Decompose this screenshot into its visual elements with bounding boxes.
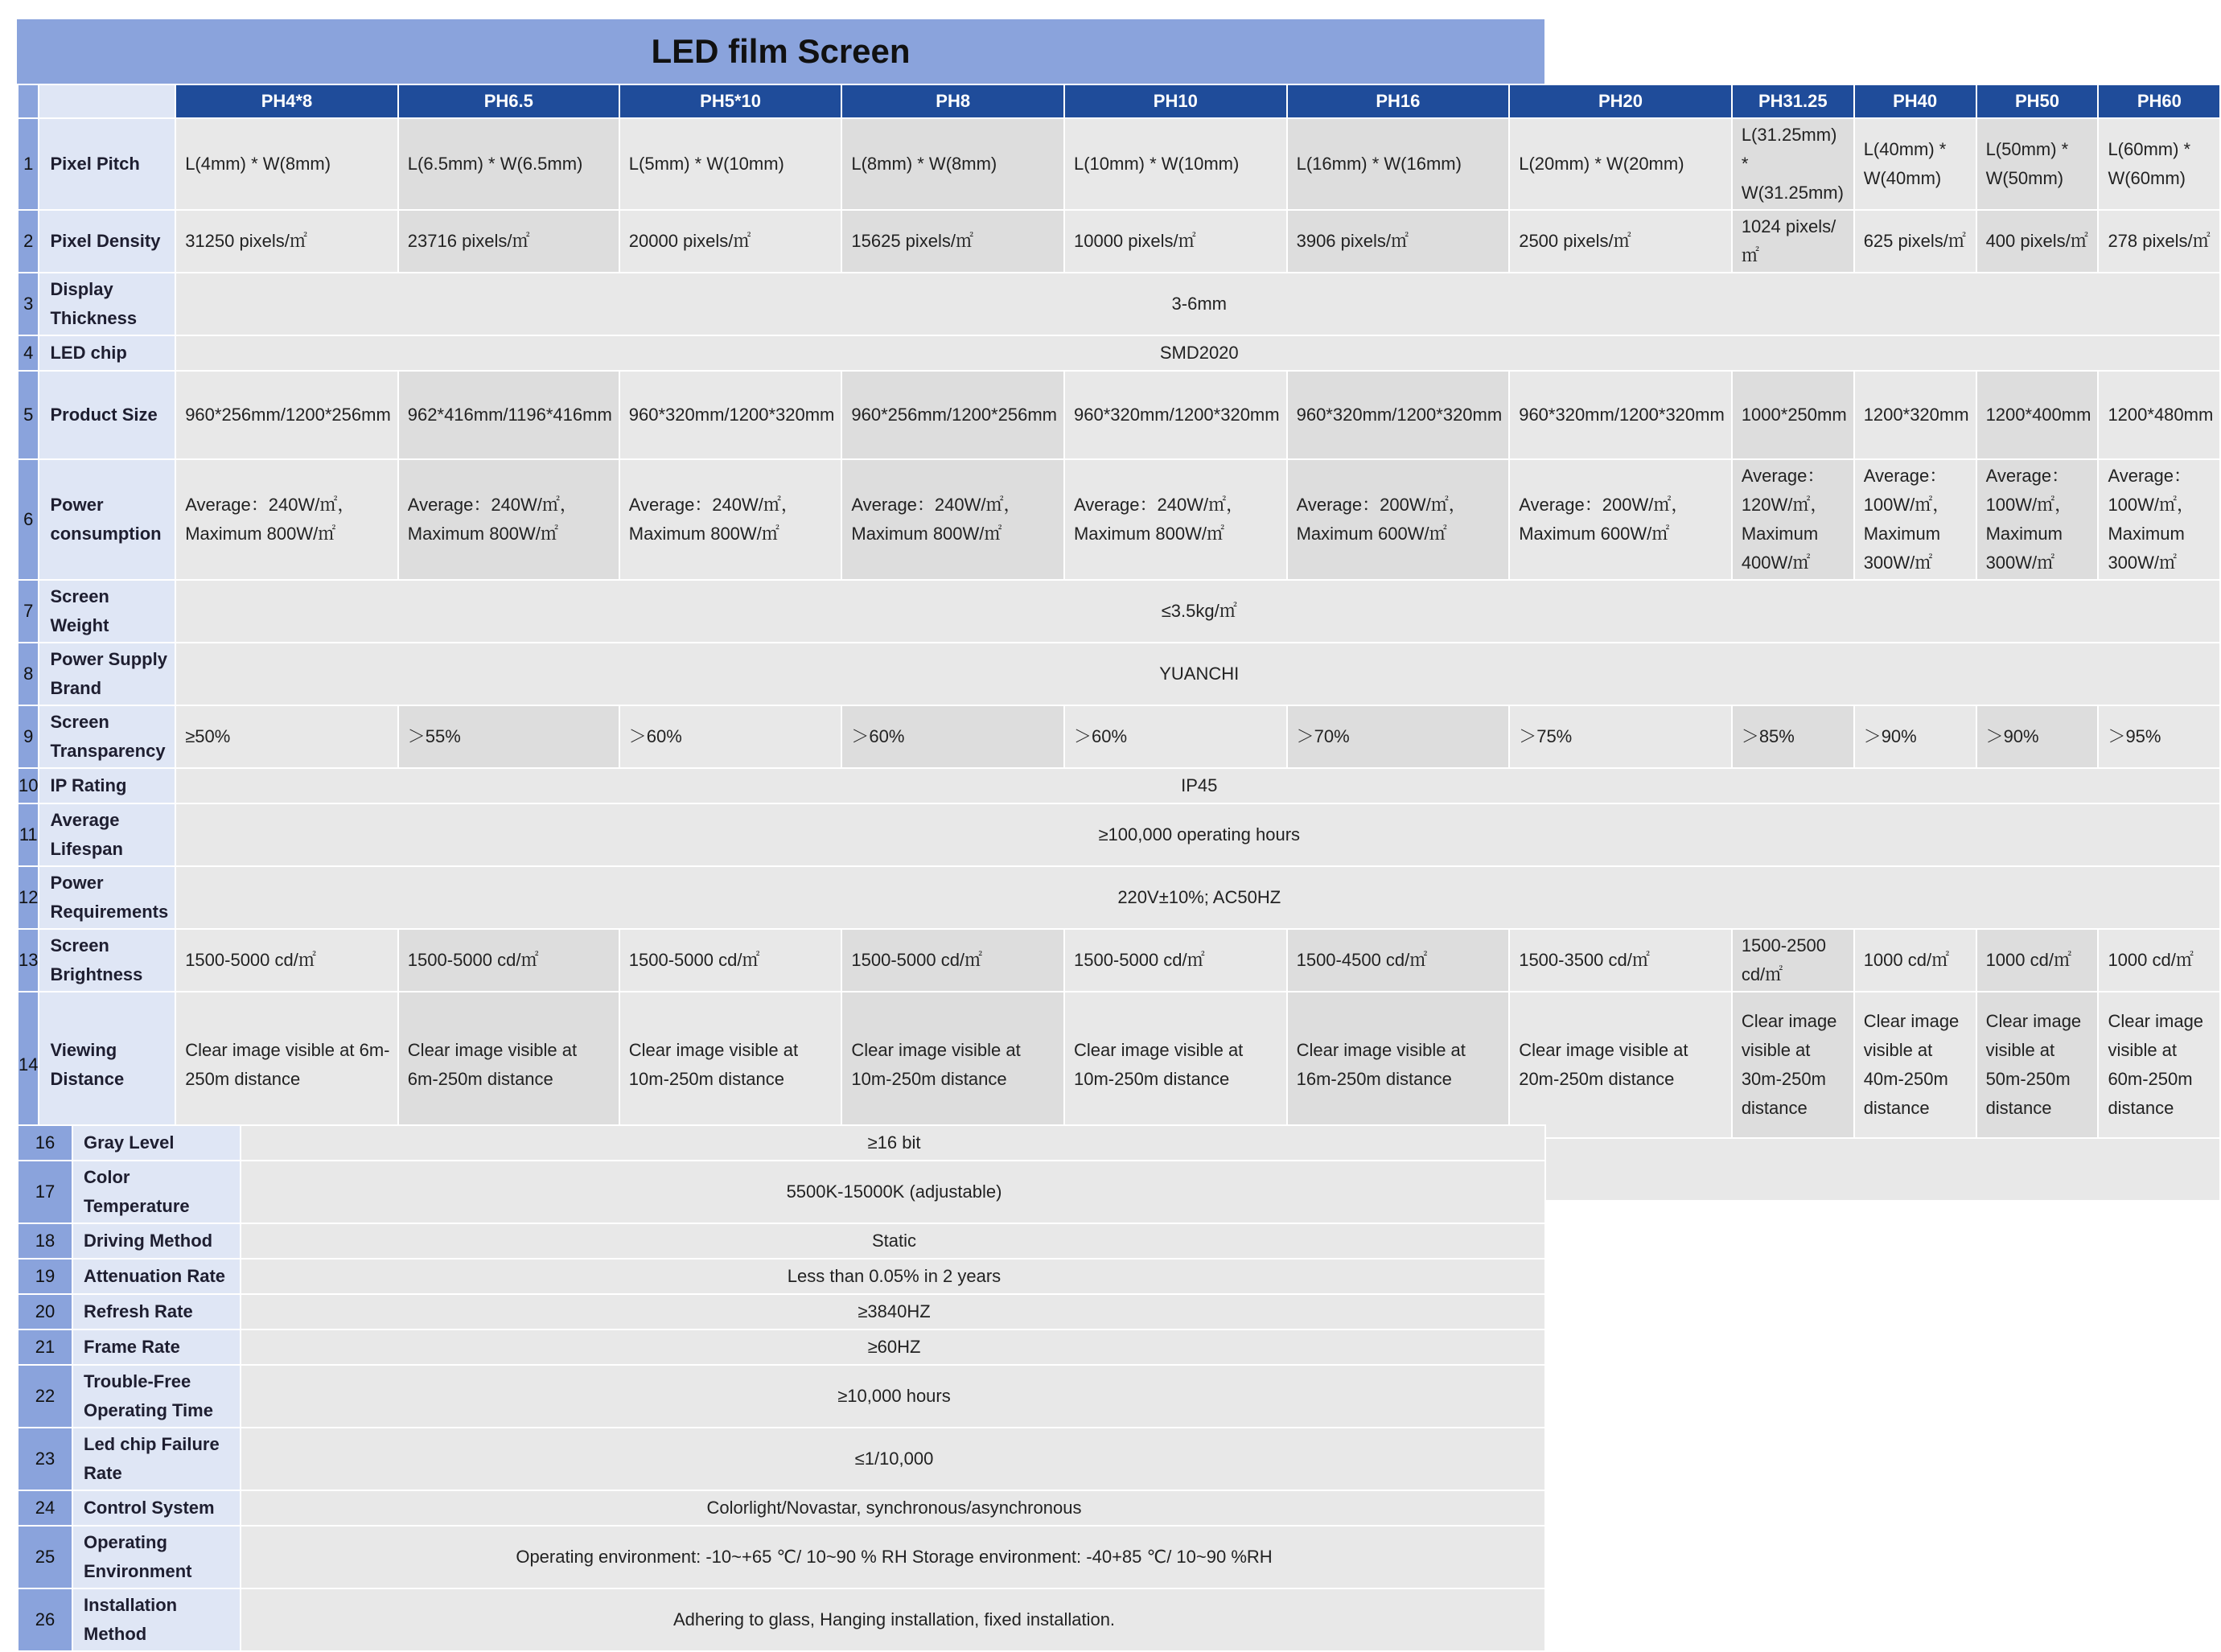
table-row [18, 1125, 1545, 1161]
spec-value: SMD2020 [175, 335, 2220, 371]
row-number: 1 [18, 118, 39, 210]
spec-value: 23716 pixels/㎡ [398, 210, 619, 273]
spec-value: 1500-3500 cd/㎡ [1509, 929, 1732, 992]
spec-value: Adhering to glass, Hanging installation, fixed installation. [241, 1588, 1545, 1651]
table-row [18, 273, 2220, 335]
table-row [18, 580, 2220, 643]
column-header: PH60 [2098, 84, 2220, 118]
spec-value: ＞90% [1854, 705, 1976, 768]
row-number: 5 [18, 371, 39, 459]
row-number: 9 [18, 705, 39, 768]
spec-value: 1200*480mm [2098, 371, 2220, 459]
column-header: PH40 [1854, 84, 1976, 118]
spec-value: Static [241, 1223, 1545, 1259]
spec-value: 960*320mm/1200*320mm [619, 371, 842, 459]
spec-value: 10000 pixels/㎡ [1064, 210, 1287, 273]
row-label: Attenuation Rate [72, 1259, 241, 1294]
header-corner-name [39, 84, 175, 118]
spec-value: 1500-5000 cd/㎡ [398, 929, 619, 992]
spec-value: 400 pixels/㎡ [1976, 210, 2099, 273]
row-number: 24 [18, 1490, 72, 1526]
spec-value: 625 pixels/㎡ [1854, 210, 1976, 273]
row-label: Gray Level [72, 1125, 241, 1161]
row-number: 12 [18, 866, 39, 929]
spec-value: ≤1/10,000 [241, 1428, 1545, 1490]
spec-value: ＞90% [1976, 705, 2099, 768]
row-label: Pixel Density [39, 210, 175, 273]
spec-value: 1500-5000 cd/㎡ [1064, 929, 1287, 992]
column-header: PH31.25 [1732, 84, 1854, 118]
spec-value: Average：200W/㎡，Maximum 600W/㎡ [1509, 459, 1732, 580]
table-row [18, 1365, 1545, 1428]
spec-value: L(4mm) * W(8mm) [175, 118, 398, 210]
table-row [18, 1428, 1545, 1490]
spec-value: 20000 pixels/㎡ [619, 210, 842, 273]
spec-value: 1500-5000 cd/㎡ [841, 929, 1064, 992]
spec-value: Average：240W/㎡，Maximum 800W/㎡ [1064, 459, 1287, 580]
spec-value: ≥3840HZ [241, 1294, 1545, 1329]
spec-value: L(5mm) * W(10mm) [619, 118, 842, 210]
column-header: PH50 [1976, 84, 2099, 118]
spec-value: Average：240W/㎡，Maximum 800W/㎡ [619, 459, 842, 580]
spec-value: 960*320mm/1200*320mm [1287, 371, 1510, 459]
spec-value: Clear image visible at 6m-250m distance [398, 992, 619, 1138]
row-label: Power Requirements [39, 866, 175, 929]
row-label: Driving Method [72, 1223, 241, 1259]
row-label: Product Size [39, 371, 175, 459]
table-row [18, 803, 2220, 866]
spec-value: IP45 [175, 768, 2220, 803]
table-row [18, 1490, 1545, 1526]
column-header: PH4*8 [175, 84, 398, 118]
spec-value: 1000*250mm [1732, 371, 1854, 459]
spec-value: Clear image visible at 50m-250m distance [1976, 992, 2099, 1138]
spec-value: ＞85% [1732, 705, 1854, 768]
spec-value: Clear image visible at 16m-250m distance [1287, 992, 1510, 1138]
row-label: Screen Transparency [39, 705, 175, 768]
row-number: 22 [18, 1365, 72, 1428]
spec-value: L(60mm) * W(60mm) [2098, 118, 2220, 210]
spec-value: 960*256mm/1200*256mm [841, 371, 1064, 459]
column-header: PH16 [1287, 84, 1510, 118]
table-row [18, 1161, 1545, 1223]
page-title: LED film Screen [17, 19, 1544, 85]
row-label: Color Temperature [72, 1161, 241, 1223]
table-row [18, 118, 2220, 210]
row-label: Frame Rate [72, 1329, 241, 1365]
table-row [18, 1223, 1545, 1259]
row-number: 11 [18, 803, 39, 866]
row-number: 23 [18, 1428, 72, 1490]
row-number: 18 [18, 1223, 72, 1259]
table-row [18, 1588, 1545, 1651]
row-label: Screen Weight [39, 580, 175, 643]
spec-value: 1500-5000 cd/㎡ [619, 929, 842, 992]
spec-value: 960*320mm/1200*320mm [1509, 371, 1732, 459]
row-label: Screen Brightness [39, 929, 175, 992]
spec-value: Average：100W/㎡，Maximum 300W/㎡ [2098, 459, 2220, 580]
spec-value: Clear image visible at 20m-250m distance [1509, 992, 1732, 1138]
table-row [18, 866, 2220, 929]
table-row [18, 929, 2220, 992]
row-label: Power Supply Brand [39, 643, 175, 705]
row-label: Trouble-Free Operating Time [72, 1365, 241, 1428]
spec-value: Average：240W/㎡，Maximum 800W/㎡ [398, 459, 619, 580]
spec-value: Clear image visible at 6m-250m distance [175, 992, 398, 1138]
spec-value: 1024 pixels/㎡ [1732, 210, 1854, 273]
row-number: 3 [18, 273, 39, 335]
spec-value: ＞70% [1287, 705, 1510, 768]
table-row [18, 643, 2220, 705]
row-label: Average Lifespan [39, 803, 175, 866]
table-row [18, 1329, 1545, 1365]
row-number: 7 [18, 580, 39, 643]
row-number: 8 [18, 643, 39, 705]
spec-value: ＞75% [1509, 705, 1732, 768]
spec-value: L(8mm) * W(8mm) [841, 118, 1064, 210]
spec-value: 962*416mm/1196*416mm [398, 371, 619, 459]
spec-value: ＞60% [1064, 705, 1287, 768]
row-label: Pixel Pitch [39, 118, 175, 210]
row-number: 21 [18, 1329, 72, 1365]
spec-value: 220V±10%; AC50HZ [175, 866, 2220, 929]
spec-value: 3906 pixels/㎡ [1287, 210, 1510, 273]
spec-table-main [17, 84, 2221, 1202]
column-header: PH6.5 [398, 84, 619, 118]
row-label: IP Rating [39, 768, 175, 803]
spec-value: 278 pixels/㎡ [2098, 210, 2220, 273]
spec-value: Average：200W/㎡，Maximum 600W/㎡ [1287, 459, 1510, 580]
spec-value: ＞95% [2098, 705, 2220, 768]
spec-value: ＞60% [619, 705, 842, 768]
spec-value: ≥50% [175, 705, 398, 768]
spec-value: Colorlight/Novastar, synchronous/asynchronous [241, 1490, 1545, 1526]
row-label: Control System [72, 1490, 241, 1526]
table-row [18, 335, 2220, 371]
row-number: 20 [18, 1294, 72, 1329]
table-row [18, 1526, 1545, 1588]
column-header: PH5*10 [619, 84, 842, 118]
header-row [18, 84, 2220, 118]
row-number: 17 [18, 1161, 72, 1223]
row-number: 16 [18, 1125, 72, 1161]
spec-value: 15625 pixels/㎡ [841, 210, 1064, 273]
table-row [18, 371, 2220, 459]
spec-value: Average：120W/㎡，Maximum 400W/㎡ [1732, 459, 1854, 580]
table-row [18, 705, 2220, 768]
spec-value: 5500K-15000K (adjustable) [241, 1161, 1545, 1223]
table-row [18, 1294, 1545, 1329]
row-number: 2 [18, 210, 39, 273]
row-label: Power consumption [39, 459, 175, 580]
row-number: 25 [18, 1526, 72, 1588]
spec-value: 1500-2500 cd/㎡ [1732, 929, 1854, 992]
spec-table-secondary [17, 1124, 1546, 1652]
spec-value: L(6.5mm) * W(6.5mm) [398, 118, 619, 210]
spec-value: Less than 0.05% in 2 years [241, 1259, 1545, 1294]
spec-value: L(20mm) * W(20mm) [1509, 118, 1732, 210]
table-row [18, 992, 2220, 1138]
spec-value: Clear image visible at 10m-250m distance [619, 992, 842, 1138]
spec-value: Operating environment: -10~+65 ℃/ 10~90 % RH Storage environment: -40+85 ℃/ 10~90 %RH [241, 1526, 1545, 1588]
row-label: Operating Environment [72, 1526, 241, 1588]
spec-value: ≤3.5kg/㎡ [175, 580, 2220, 643]
spec-value: 1200*320mm [1854, 371, 1976, 459]
spec-value: ≥100,000 operating hours [175, 803, 2220, 866]
table-row [18, 1259, 1545, 1294]
spec-value: ＞60% [841, 705, 1064, 768]
row-number: 14 [18, 992, 39, 1138]
spec-value: Clear image visible at 40m-250m distance [1854, 992, 1976, 1138]
spec-value: L(40mm) * W(40mm) [1854, 118, 1976, 210]
spec-value: ≥10,000 hours [241, 1365, 1545, 1428]
row-label: Installation Method [72, 1588, 241, 1651]
spec-value: Average：240W/㎡，Maximum 800W/㎡ [841, 459, 1064, 580]
row-label: Display Thickness [39, 273, 175, 335]
spec-value: Clear image visible at 10m-250m distance [1064, 992, 1287, 1138]
spec-value: 1000 cd/㎡ [1854, 929, 1976, 992]
spec-value: 960*320mm/1200*320mm [1064, 371, 1287, 459]
row-label: Refresh Rate [72, 1294, 241, 1329]
spec-value: L(10mm) * W(10mm) [1064, 118, 1287, 210]
spec-value: 3-6mm [175, 273, 2220, 335]
row-number: 13 [18, 929, 39, 992]
spec-value: Clear image visible at 60m-250m distance [2098, 992, 2220, 1138]
row-number: 10 [18, 768, 39, 803]
row-number: 26 [18, 1588, 72, 1651]
spec-value: 31250 pixels/㎡ [175, 210, 398, 273]
spec-value: 1000 cd/㎡ [2098, 929, 2220, 992]
row-number: 4 [18, 335, 39, 371]
spec-value: Average：100W/㎡，Maximum 300W/㎡ [1854, 459, 1976, 580]
spec-value: 2500 pixels/㎡ [1509, 210, 1732, 273]
spec-value: L(50mm) * W(50mm) [1976, 118, 2099, 210]
spec-value: 1200*400mm [1976, 371, 2099, 459]
spec-value: 960*256mm/1200*256mm [175, 371, 398, 459]
row-label: LED chip [39, 335, 175, 371]
spec-value: Average：240W/㎡，Maximum 800W/㎡ [175, 459, 398, 580]
row-number: 6 [18, 459, 39, 580]
table-row [18, 459, 2220, 580]
column-header: PH10 [1064, 84, 1287, 118]
column-header: PH20 [1509, 84, 1732, 118]
row-number: 19 [18, 1259, 72, 1294]
row-label: Viewing Distance [39, 992, 175, 1138]
spec-value: Average：100W/㎡，Maximum 300W/㎡ [1976, 459, 2099, 580]
spec-value: 1500-4500 cd/㎡ [1287, 929, 1510, 992]
spec-value: 1500-5000 cd/㎡ [175, 929, 398, 992]
spec-value: ＞55% [398, 705, 619, 768]
spec-value: 1000 cd/㎡ [1976, 929, 2099, 992]
spec-value: YUANCHI [175, 643, 2220, 705]
spec-value: ≥60HZ [241, 1329, 1545, 1365]
table-row [18, 768, 2220, 803]
spec-value: Clear image visible at 30m-250m distance [1732, 992, 1854, 1138]
spec-value: L(31.25mm) * W(31.25mm) [1732, 118, 1854, 210]
spec-value: L(16mm) * W(16mm) [1287, 118, 1510, 210]
row-label: Led chip Failure Rate [72, 1428, 241, 1490]
spec-value: Clear image visible at 10m-250m distance [841, 992, 1064, 1138]
spec-value: ≥16 bit [241, 1125, 1545, 1161]
table-row [18, 210, 2220, 273]
header-corner-num [18, 84, 39, 118]
column-header: PH8 [841, 84, 1064, 118]
